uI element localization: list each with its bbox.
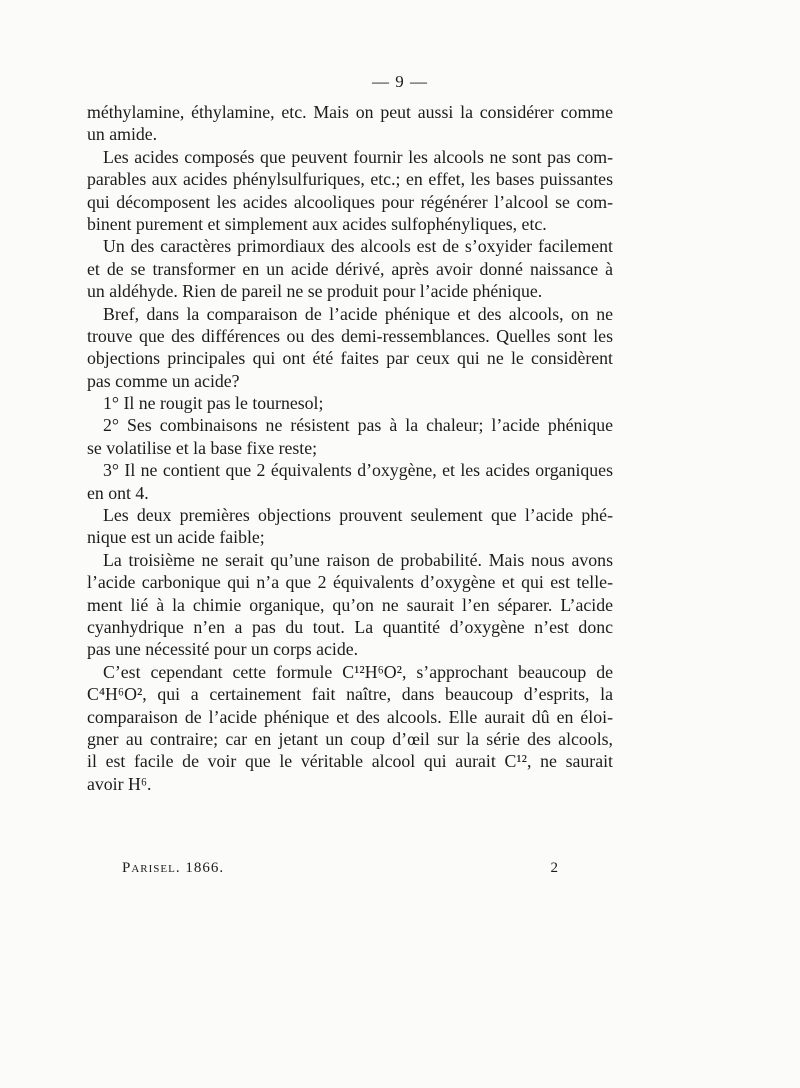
text-line: ment lié à la chimie organique, qu’on ne saurait l’en séparer. L’acide: [87, 594, 613, 615]
text-line: gner au contraire; car en jetant un coup d’œil sur la série des alcools,: [87, 728, 613, 749]
text-line: et de se transformer en un acide dérivé, après avoir donné naissance à: [87, 258, 613, 279]
text-line: nique est un acide faible;: [87, 527, 265, 548]
text-line: parables aux acides phénylsulfuriques, etc.; en effet, les bases puissantes: [87, 169, 613, 190]
text-line: trouve que des différences ou des demi-ressemblances. Quelles sont les: [87, 325, 613, 346]
text-line: Un des caractères primordiaux des alcools est de s’oxyider facilement: [103, 236, 613, 257]
text-line: pas une nécessité pour un corps acide.: [87, 639, 359, 660]
page-number: — 9 —: [372, 72, 428, 91]
text-line: Bref, dans la comparaison de l’acide phénique et des alcools, on ne: [103, 303, 613, 324]
text-line: pas comme un acide?: [87, 370, 240, 391]
text-line: cyanhydrique n’en a pas du tout. La quantité d’oxygène n’est donc: [87, 616, 613, 637]
body-text: [87, 101, 613, 795]
text-line: qui décomposent les acides alcooliques pour régénérer l’alcool se com-: [87, 191, 613, 212]
text-line: un amide.: [87, 124, 158, 145]
footer-signature: Parisel. 1866.: [122, 860, 225, 876]
text-line: 2° Ses combinaisons ne résistent pas à la chaleur; l’acide phénique: [103, 415, 613, 436]
text-line: La troisième ne serait qu’une raison de probabilité. Mais nous avons: [103, 549, 613, 570]
text-line: 1° Il ne rougit pas le tournesol;: [103, 393, 324, 414]
text-line: C’est cependant cette formule C¹²H⁶O², s’approchant beaucoup de: [103, 661, 613, 682]
text-line: Les deux premières objections prouvent seulement que l’acide phé-: [103, 505, 613, 526]
text-line: avoir H⁶.: [87, 773, 152, 794]
text-line: 3° Il ne contient que 2 équivalents d’oxygène, et les acides organiques: [103, 460, 613, 481]
text-line: comparaison de l’acide phénique et des alcools. Elle aurait dû en éloi-: [87, 706, 613, 727]
text-line: un aldéhyde. Rien de pareil ne se produit pour l’acide phénique.: [87, 281, 543, 302]
text-line: Les acides composés que peuvent fournir les alcools ne sont pas com-: [103, 146, 613, 167]
text-line: en ont 4.: [87, 482, 149, 503]
text-line: binent purement et simplement aux acides sulfophényliques, etc.: [87, 213, 547, 234]
text-line: C⁴H⁶O², qui a certainement fait naître, dans beaucoup d’esprits, la: [87, 684, 613, 705]
footer: [122, 860, 558, 877]
text-line: méthylamine, éthylamine, etc. Mais on peut aussi la considérer comme: [87, 102, 613, 122]
text-line: il est facile de voir que le véritable alcool qui aurait C¹², ne saurait: [87, 751, 613, 772]
text-line: l’acide carbonique qui n’a que 2 équivalents d’oxygène et qui est telle-: [87, 572, 613, 593]
text-line: se volatilise et la base fixe reste;: [87, 437, 318, 458]
text-line: objections principales qui ont été faites par ceux qui ne le considèrent: [87, 348, 613, 369]
sheet-number: 2: [550, 860, 558, 876]
